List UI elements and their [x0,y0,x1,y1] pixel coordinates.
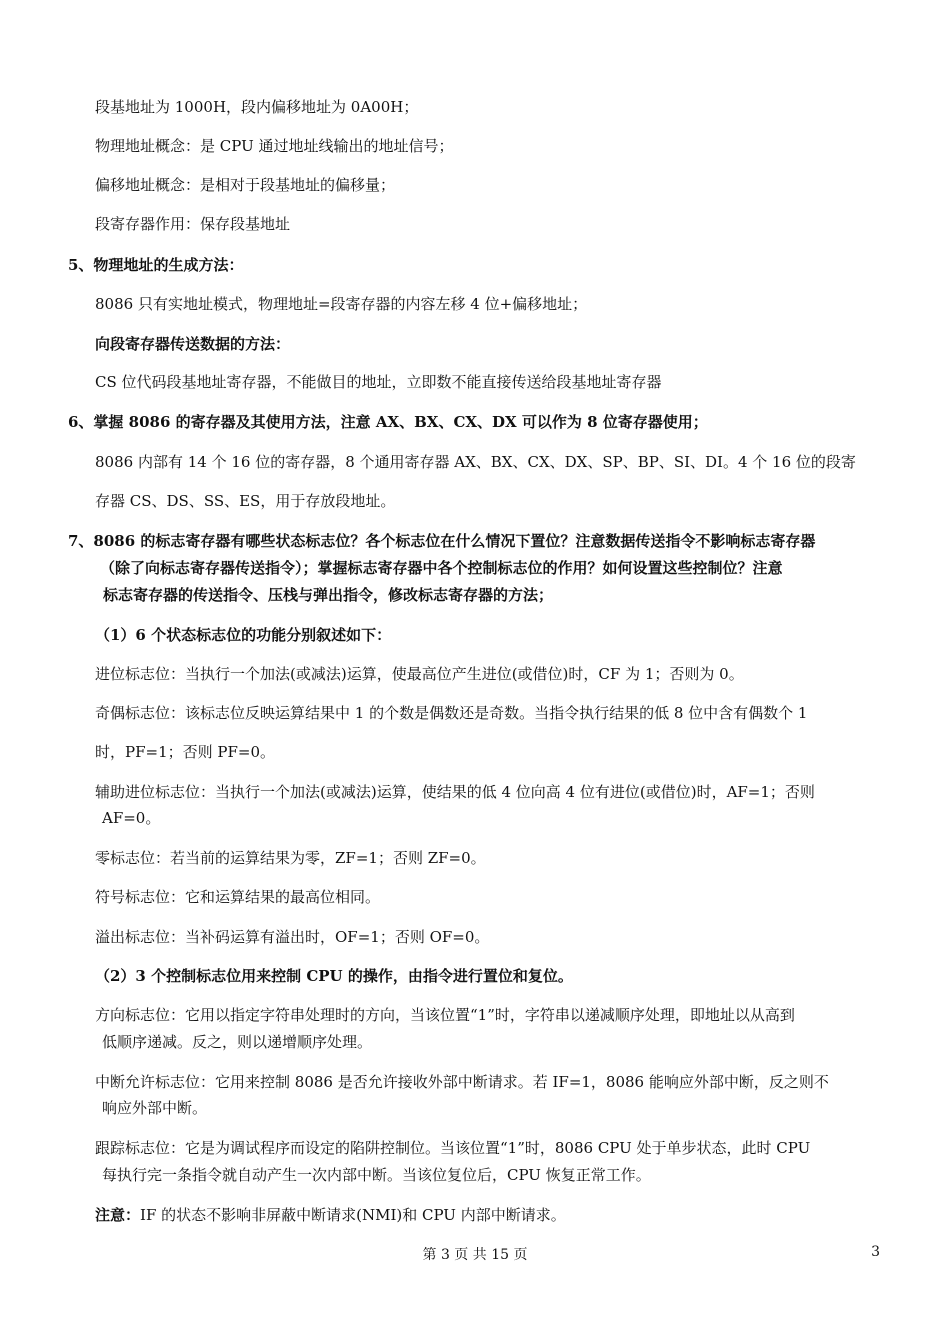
text-line: 8086 只有实地址模式，物理地址=段寄存器的内容左移 4 位+偏移地址； [95,295,588,313]
text-line: 方向标志位：它用以指定字符串处理时的方向，当该位置“1”时，字符串以递减顺序处理，即地址以从高到 [95,1006,795,1024]
subheading: 向段寄存器传送数据的方法： [95,335,291,353]
subheading: （1）6 个状态标志位的功能分别叙述如下： [95,626,392,644]
text-line: 中断允许标志位：它用来控制 8086 是否允许接收外部中断请求。若 IF=1，8086 能响应外部中断，反之则不 [95,1073,829,1091]
section-heading-7-cont: 标志寄存器的传送指令、压栈与弹出指令，修改标志寄存器的方法； [103,586,554,604]
text-line: 奇偶标志位：该标志位反映运算结果中 1 的个数是偶数还是奇数。当指令执行结果的低 8 位中含有偶数个 1 [95,704,808,722]
section-heading-7-cont: （除了向标志寄存器传送指令）；掌握标志寄存器中各个控制标志位的作用？如何设置这些控制位？注意 [100,559,783,577]
text-line: 物理地址概念：是 CPU 通过地址线输出的地址信号； [95,137,454,155]
text-line: 进位标志位：当执行一个加法(或减法)运算，使最高位产生进位(或借位)时，CF 为 1；否则为 0。 [95,665,744,683]
text-line: 偏移地址概念：是相对于段基地址的偏移量； [95,176,396,194]
text-line: 每执行完一条指令就自动产生一次内部中断。当该位复位后，CPU 恢复正常工作。 [102,1166,651,1184]
text-line: 符号标志位：它和运算结果的最高位相同。 [95,888,381,906]
section-heading-7: 7、8086 的标志寄存器有哪些状态标志位？各个标志位在什么情况下置位？注意数据传送指令不影响标志寄存器 [68,532,816,550]
text-line: 8086 内部有 14 个 16 位的寄存器，8 个通用寄存器 AX、BX、CX、DX、SP、BP、SI、DI。4 个 16 位的段寄 [95,453,856,471]
note-line [95,1204,566,1226]
note-text: IF 的状态不影响非屏蔽中断请求(NMI)和 CPU 内部中断请求。 [140,1206,566,1224]
text-line: 存器 CS、DS、SS、ES，用于存放段地址。 [95,492,396,510]
text-line: 时，PF=1；否则 PF=0。 [95,743,275,761]
subheading: （2）3 个控制标志位用来控制 CPU 的操作，由指令进行置位和复位。 [95,967,573,985]
section-heading-5: 5、物理地址的生成方法： [68,256,244,274]
text-line: 辅助进位标志位：当执行一个加法(或减法)运算，使结果的低 4 位向高 4 位有进位(或借位)时，AF=1；否则 [95,783,815,801]
text-line: 溢出标志位：当补码运算有溢出时，OF=1；否则 OF=0。 [95,928,490,946]
text-line: 段寄存器作用：保存段基地址 [95,215,291,233]
text-line: 低顺序递减。反之，则以递增顺序处理。 [102,1033,373,1051]
text-line: AF=0。 [102,809,161,827]
section-heading-6: 6、掌握 8086 的寄存器及其使用方法，注意 AX、BX、CX、DX 可以作为 8 位寄存器使用； [68,413,708,431]
text-line: 零标志位：若当前的运算结果为零，ZF=1；否则 ZF=0。 [95,849,486,867]
text-line: CS 位代码段基地址寄存器，不能做目的地址，立即数不能直接传送给段基地址寄存器 [95,373,662,391]
note-label: 注意： [95,1206,141,1224]
page-of-indicator: 第 3 页 共 15 页 [422,1247,528,1263]
page-number: 3 [871,1244,880,1260]
text-line: 响应外部中断。 [102,1099,208,1117]
text-line: 跟踪标志位：它是为调试程序而设定的陷阱控制位。当该位置“1”时，8086 CPU 处于单步状态，此时 CPU [95,1139,811,1157]
text-line: 段基地址为 1000H，段内偏移地址为 0A00H； [95,98,419,116]
